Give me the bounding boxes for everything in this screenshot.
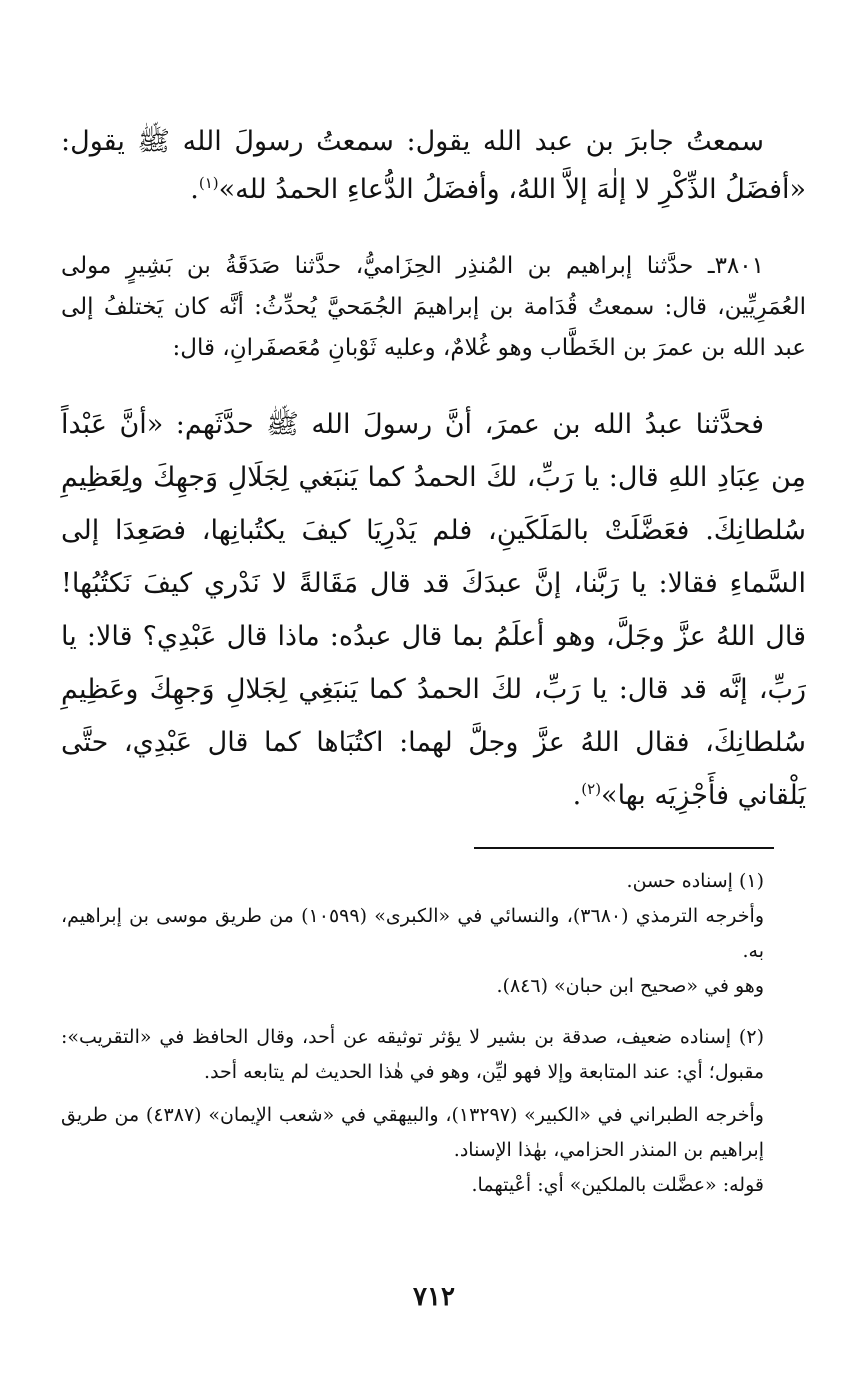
footnote-line: (١) إسناده حسن. (626, 870, 764, 892)
footnote-divider (474, 847, 774, 849)
hadith-chain-paragraph (61, 246, 806, 369)
footnote-line: وهو في «صحيح ابن حبان» (٨٤٦). (496, 975, 764, 997)
paragraph-text: ٣٨٠١ـ حدَّثنا إبراهيم بن المُنذِر الحِزَاميُّ، حدَّثنا صَدَقَةُ بن بَشِيرٍ مولى العُمَرِيِّين، قال: سمعتُ قُدَامة بن إبراهيمَ الجُمَحيَّ يُحدِّثُ: أنَّه كان يَختلفُ إلى عبد الله بن عمرَ بن الخَطَّاب وهو غُلامٌ، وعليه ثَوْبانِ مُعَصفَرانِ، قال: (61, 253, 806, 361)
paragraph-end: . (572, 780, 582, 811)
paragraph-end: . (190, 174, 199, 205)
footnote-line: وأخرجه الترمذي (٣٦٨٠)، والنسائي في «الكبرى» (١٠٥٩٩) من طريق موسى بن إبراهيم، به. (61, 905, 764, 962)
hadith-paragraph-2 (61, 398, 806, 822)
footnote-line: (٢) إسناده ضعيف، صدقة بن بشير لا يؤثر توثيقه عن أحد، وقال الحافظ في «التقريب»: مقبول؛ أي: عند المتابعة وإلا فهو ليِّن، وهو في هٰذا الحديث لم يتابعه أحد. (61, 1026, 764, 1083)
footnote-ref-2: (٢) (581, 780, 602, 798)
footnote-line: قوله: «عضَّلت بالملكين» أي: أعْيتهما. (471, 1174, 764, 1196)
footnote-ref-1: (١) (198, 174, 219, 192)
hadith-paragraph-1 (61, 118, 806, 214)
page-number: ٧١٢ (413, 1282, 455, 1312)
paragraph-text: سمعتُ جابرَ بن عبد الله يقول: سمعتُ رسولَ الله ﷺ يقول: «أفضَلُ الذِّكْرِ لا إلٰهَ إلاَّ اللهُ، وأفضَلُ الدُّعاءِ الحمدُ لله» (61, 126, 806, 205)
footnote-2 (61, 1020, 806, 1203)
paragraph-text: فحدَّثنا عبدُ الله بن عمرَ، أنَّ رسولَ الله ﷺ حدَّثَهم: «أنَّ عَبْداً مِن عِبَادِ اللهِ قال: يا رَبِّ، لكَ الحمدُ كما يَنبَغي لِجَلَالِ وَجهِكَ ولِعَظِيمِ سُلطانِكَ. فعَضَّلَتْ بالمَلَكَينِ، فلم يَدْرِيَا كيفَ يكتُبانِها، فصَعِدَا إلى السَّماءِ فقالا: يا رَبَّنا، إنَّ عبدَكَ قد قال مَقَالةً لا نَدْري كيفَ نَكتُبُها! قال اللهُ عزَّ وجَلَّ، وهو أعلَمُ بما قال عبدُه: ماذا قال عَبْدِي؟ قالا: يا رَبِّ، إنَّه قد قال: يا رَبِّ، لكَ الحمدُ كما يَنبَغِي لِجَلالِ وَجهِكَ وعَظِيمِ سُلطانِكَ، فقال اللهُ عزَّ وجلَّ لهما: اكتُبَاها كما قال عَبْدِي، حتَّى يَلْقاني فأَجْزِيَه بها» (61, 409, 806, 811)
footnote-line: وأخرجه الطبراني في «الكبير» (١٣٢٩٧)، والبيهقي في «شعب الإيمان» (٤٣٨٧) من طريق إبراهيم بن المنذر الحزامي، بهٰذا الإسناد. (61, 1104, 764, 1161)
footnote-1 (61, 864, 806, 1004)
